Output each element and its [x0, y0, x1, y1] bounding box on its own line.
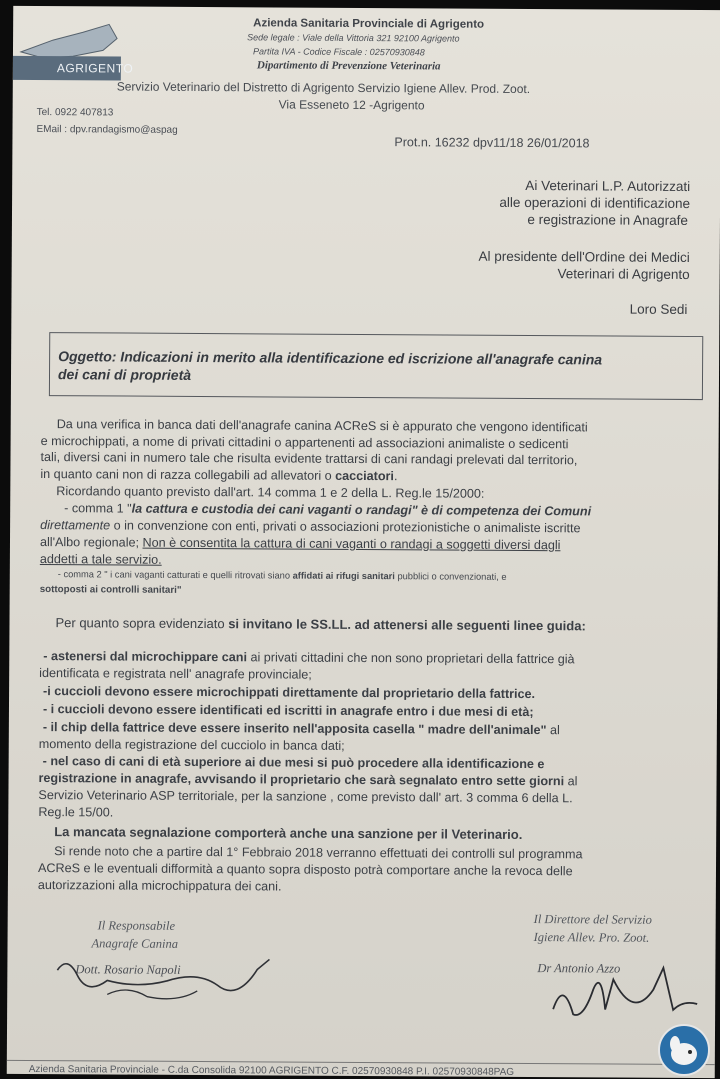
paragraph-1-line-1: Da una verifica in banca dati dell'anagrafe canina ACReS si è appurato che vengono identificati: [56, 417, 588, 435]
paragraph-5-line-2: ACReS e le eventuali difformità a quanto sopra disposto potrà comportare anche la revoca delle: [37, 861, 573, 879]
paragraph-5-line-3: autorizzazioni alla microchippatura dei cani.: [37, 878, 282, 894]
asp-logo: [13, 12, 134, 79]
protocol-number: Prot.n. 16232 dpv11/18 26/01/2018: [394, 135, 590, 151]
comma-2-line-2: sottoposti ai controlli sanitari": [39, 584, 182, 596]
comma-1-line-4: addetti a tale servizio.: [39, 552, 162, 567]
subject-box: [49, 332, 703, 400]
guideline-5-line-2: registrazione in anagrafe, avvisando il proprietario che sarà segnalato entro sette giorni al: [38, 771, 578, 789]
recipient-line-3: e registrazione in Anagrafe: [527, 211, 689, 228]
guideline-1-line-1: - astenersi dal microchippare cani ai privati cittadini che non sono proprietari della fattrice già: [43, 649, 575, 667]
sede-legale: Sede legale : Viale della Vittoria 321 92100 Agrigento: [247, 32, 460, 44]
footer-text: Azienda Sanitaria Provinciale - C.da Consolida 92100 AGRIGENTO C.F. 02570930848 P.I. 02570930848PAG: [28, 1063, 515, 1078]
dipartimento: Dipartimento di Prevenzione Veterinaria: [256, 59, 441, 73]
email: EMail : dpv.randagismo@aspag: [36, 123, 178, 136]
guideline-4-line-2: momento della registrazione del cucciolo in banca dati;: [38, 737, 345, 753]
recipient-closing: Loro Sedi: [629, 301, 688, 317]
right-signer-title-1: Il Direttore del Servizio: [533, 912, 652, 927]
paragraph-3: Per quanto sopra evidenziato si invitano le SS.LL. ad attenersi alle seguenti linee guida:: [55, 615, 586, 634]
paragraph-2: Ricordando quanto previsto dall'art. 14 comma 1 e 2 della L. Reg.le 15/2000:: [56, 484, 485, 501]
telephone: Tel. 0922 407813: [36, 106, 114, 119]
comma-1-line-3: all'Albo regionale; Non è consentita la cattura di cani vaganti o randagi a soggetti diversi dagli: [39, 535, 561, 553]
guideline-4-line-1: - il chip della fattrice deve essere inserito nell'apposita casella " madre dell'animale" al: [42, 720, 560, 738]
logo-text: AGRIGENTO: [56, 61, 134, 76]
dog-avatar-icon[interactable]: [658, 1024, 710, 1076]
guideline-5-line-3: Servizio Veterinario ASP territoriale, per la sanzione , come previsto dall' art. 3 comma 6 della L.: [38, 788, 573, 806]
paragraph-1-line-3: tali, diversi cani in numero tale che risulta evidente trattarsi di cani randagi prelevati dal territorio,: [40, 450, 578, 468]
letter-page: [7, 6, 720, 1078]
recipient-line-5: Veterinari di Agrigento: [557, 266, 690, 282]
comma-1-line-1: - comma 1 "la cattura e custodia dei cani vaganti o randagi" è di competenza dei Comuni: [64, 501, 592, 519]
recipient-line-2: alle operazioni di identificazione: [499, 194, 691, 211]
comma-1-line-2: direttamente o in convenzione con enti, privati o associazioni protezionistiche o animaliste iscritte: [40, 518, 581, 536]
left-signer-name: Dott. Rosario Napoli: [75, 962, 181, 977]
sicily-map-icon: [13, 12, 125, 61]
subject-line-2: dei cani di proprietà: [57, 366, 192, 383]
recipient-line-1: Ai Veterinari L.P. Autorizzati: [525, 177, 691, 194]
via-address: Via Esseneto 12 -Agrigento: [278, 97, 425, 113]
subject-line-1: Oggetto: Indicazioni in merito alla identificazione ed iscrizione all'anagrafe canina: [58, 348, 603, 368]
guideline-5-line-1: - nel caso di cani di età superiore ai due mesi si può procedere alla identificazione e: [42, 754, 545, 772]
right-signer-name: Dr Antonio Azzo: [537, 961, 621, 976]
left-signer-title-1: Il Responsabile: [97, 918, 176, 933]
right-signer-title-2: Igiene Allev. Pro. Zoot.: [533, 930, 650, 945]
paragraph-4: La mancata segnalazione comporterà anche una sanzione per il Veterinario.: [54, 824, 523, 842]
left-signature-scribble: [47, 950, 277, 1011]
left-signer-title-2: Anagrafe Canina: [91, 936, 179, 951]
guideline-3: - i cuccioli devono essere identificati ed iscritti in anagrafe entro i due mesi di età;: [42, 702, 534, 720]
guideline-2: -i cuccioli devono essere microchippati direttamente dal proprietario della fattrice.: [43, 684, 536, 702]
recipient-line-4: Al presidente dell'Ordine dei Medici: [478, 248, 690, 265]
paragraph-1-line-4: in quanto cani non di razza collegabili ad allevatori o cacciatori.: [40, 467, 398, 484]
paragraph-1-line-2: e microchippati, a nome di privati cittadini o appartenenti ad associazioni animaliste o sedicenti: [40, 434, 569, 452]
org-name: Azienda Sanitaria Provinciale di Agrigento: [253, 17, 485, 31]
guideline-1-line-2: identificata e registrata nell' anagrafe provinciale;: [39, 666, 312, 682]
partita-iva: Partita IVA - Codice Fiscale : 02570930848: [252, 46, 425, 58]
servizio: Servizio Veterinario del Distretto di Agrigento Servizio Igiene Allev. Prod. Zoot.: [116, 79, 531, 97]
guideline-5-line-4: Reg.le 15/00.: [38, 805, 114, 820]
paragraph-5-line-1: Si rende noto che a partire dal 1° Febbraio 2018 verranno effettuati dei controlli sul programma: [54, 844, 583, 862]
right-signature-scribble: [543, 959, 703, 1030]
comma-2-line-1: - comma 2 " i cani vaganti catturati e quelli ritrovati siano affidati ai rifugi sanitari pubblici o convenzionati, e: [57, 569, 507, 582]
